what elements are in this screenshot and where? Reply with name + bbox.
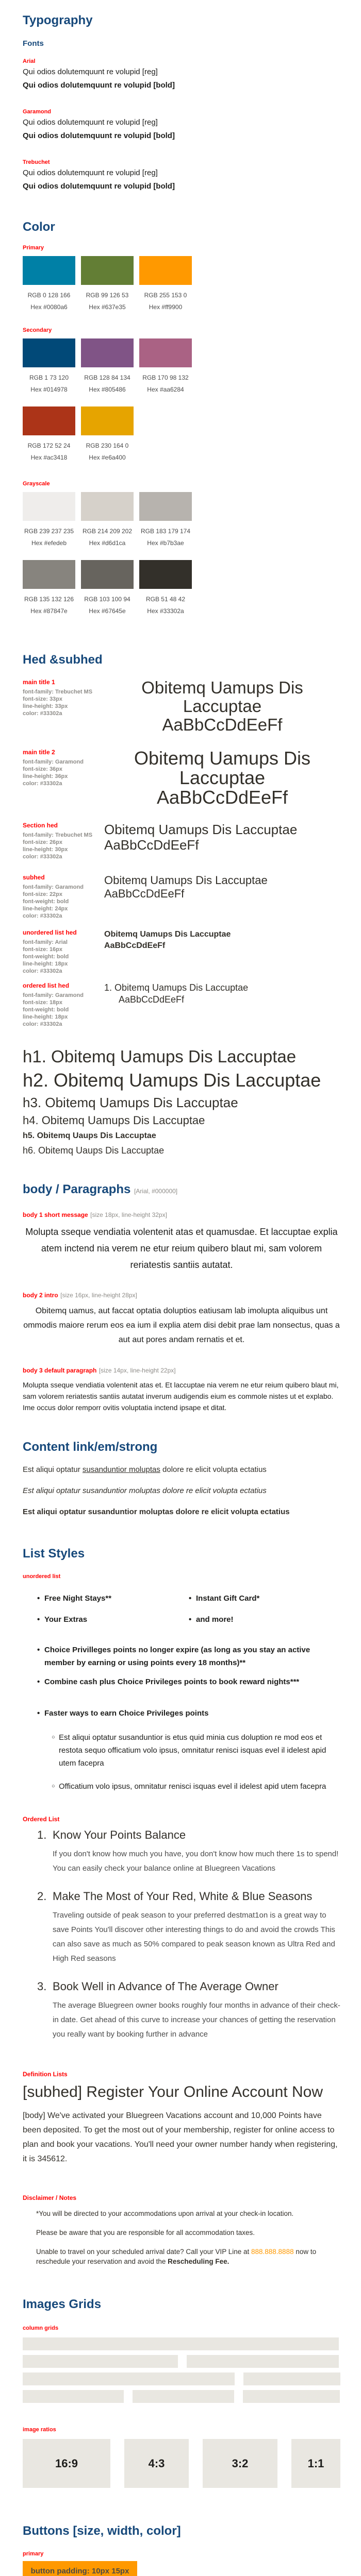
body3-paragraph: Molupta sseque vendiatia volentenit atas et. Et laccuptae nia verem ne etur reium quibero blaut mi, sam volorem reriatestis santiis autatat inverum audigendis eium es commole nistes ut et explabo. Ime occus dolor remporr ovitis voluptatia inctend ipsape et ditat. xyxy=(23,1381,339,1412)
sample-line-2: AaBbCcDdEeFf xyxy=(119,994,185,1005)
color-swatch xyxy=(23,406,75,435)
swatch-cell xyxy=(81,560,134,615)
list-item-label: Officatium volo ipsus, omnitatur renisci isquas evel il idelest apid utem facepra xyxy=(59,1782,326,1791)
body2-label xyxy=(23,1291,340,1300)
spec-line: color: #33302a xyxy=(23,1021,62,1027)
spec-lines xyxy=(23,939,104,975)
color-swatch xyxy=(81,492,134,521)
spec-label: main title 1 xyxy=(23,679,55,686)
ratio-label: 1:1 xyxy=(307,2456,324,2470)
hex-label: Hex #aa6284 xyxy=(147,386,184,393)
ordered-item-2 xyxy=(37,1889,340,1966)
spec-label: main title 2 xyxy=(23,749,55,756)
hex-label: Hex #b7b3ae xyxy=(147,539,184,547)
bullet-icon: • xyxy=(189,1615,192,1624)
color-swatch xyxy=(139,560,192,589)
ratio-box-16-9 xyxy=(23,2439,110,2488)
rgb-label: RGB 103 100 94 xyxy=(84,596,130,603)
spec-line: line-height: 18px xyxy=(23,961,68,967)
rgb-label: RGB 214 209 202 xyxy=(82,528,133,535)
list-item xyxy=(37,1643,340,1669)
spec-label: Section hed xyxy=(23,822,58,829)
para-label-meta: [size 16px, line-height 28px] xyxy=(60,1292,137,1299)
swatch-cell xyxy=(23,492,75,547)
ordered-item-title xyxy=(37,1979,340,1994)
grid-row-4 xyxy=(23,2390,340,2403)
column-grid-placeholders xyxy=(23,2337,340,2403)
swatch-cell xyxy=(139,338,192,393)
body-paragraphs-title xyxy=(23,1182,340,1197)
note3-mid: now to reschedule your reservation and avoid the xyxy=(36,2248,317,2265)
typography-title: Typography xyxy=(23,13,93,27)
swatch-cell xyxy=(139,560,192,615)
grid-bar-placeholder xyxy=(23,2372,235,2385)
spec-line: font-weight: bold xyxy=(23,954,69,960)
primary-swatch-row xyxy=(23,256,340,311)
rgb-label: RGB 128 84 134 xyxy=(84,374,130,381)
spec-lines xyxy=(23,832,104,860)
sample-line-2: AaBbCcDdEeFf xyxy=(104,887,185,900)
sample-line-1: Obitemq Uamups Dis Laccuptae xyxy=(134,748,311,788)
content-link[interactable]: susanduntior moluptas xyxy=(82,1465,160,1474)
rgb-label: RGB 239 237 235 xyxy=(24,528,74,535)
h3-sample: h3. Obitemq Uamups Dis Laccuptae xyxy=(23,1095,238,1110)
ordered-item-3 xyxy=(37,1979,340,2042)
hex-label: Hex #014978 xyxy=(30,386,68,393)
spec-line: color: #33302a xyxy=(23,968,62,974)
hex-label: Hex #637e35 xyxy=(89,303,126,311)
color-swatch xyxy=(23,492,75,521)
para-label-meta: [size 14px, line-height 22px] xyxy=(99,1367,176,1374)
images-grids-title: Images Grids xyxy=(23,2297,102,2311)
content-link-line xyxy=(23,1464,340,1476)
spec-sample xyxy=(104,822,340,860)
bullet-icon: • xyxy=(189,1594,192,1603)
body-title-text: body / Paragraphs xyxy=(23,1182,131,1196)
hex-label: Hex #ff9900 xyxy=(149,303,183,311)
sample-line-1: 1. Obitemq Uamups Dis Laccuptae xyxy=(104,982,249,993)
body2-paragraph: Obitemq uamus, aut faccat optatia doluptios eatiusam lab imolupta aliquibus unt ommodis maiore rerum eos ea ium il explia atem disi debit prae lam nonsectus, quas a aut aut pores andam rernatis et et. xyxy=(23,1307,340,1344)
spec-line: line-height: 24px xyxy=(23,906,68,912)
primary-palette-label: Primary xyxy=(23,245,44,251)
circle-bullet-icon: ○ xyxy=(52,1734,55,1740)
font-sample-trebuchet xyxy=(23,159,340,192)
swatch-cell xyxy=(81,338,134,393)
rgb-label: RGB 51 48 42 xyxy=(145,596,186,603)
sample-line-2: AaBbCcDdEeFf xyxy=(162,715,283,734)
sample-line-1: Obitemq Uamups Dis Laccuptae xyxy=(104,874,268,887)
spec-line: font-weight: bold xyxy=(23,899,69,905)
para-label-text: body 1 short message xyxy=(23,1211,88,1218)
secondary-swatch-row-1 xyxy=(23,338,340,393)
font-sample-bold: Qui odios dolutemquunt re volupid [bold] xyxy=(23,131,175,140)
bullet-icon: • xyxy=(37,1709,40,1718)
hex-label: Hex #87847e xyxy=(30,607,68,615)
body1-paragraph: Molupta sseque vendiatia volentenit atas et quamusdae. Et laccuptae explia atem inctend nia verem ne etur reium quibero blaut mi, sam volorem reriatestis santiis autatat. xyxy=(25,1227,338,1270)
para-label-text: body 3 default paragraph xyxy=(23,1367,97,1374)
ordered-item-title-text: Know Your Points Balance xyxy=(53,1828,186,1841)
list-item-label: Combine cash plus Choice Privileges points to book reward nights*** xyxy=(44,1677,300,1686)
hed-subhed-title: Hed &subhed xyxy=(23,653,103,667)
definition-lists-label: Definition Lists xyxy=(23,2071,68,2078)
spec-line: font-family: Arial xyxy=(23,939,68,945)
ordered-item-body: The average Bluegreen owner books roughly four months in advance of their check-in date. Get ahead of this curve to increase your chances of getting the reservation you really want by booking further in advance xyxy=(53,2001,340,2039)
primary-button[interactable]: button padding: 10px 15px xyxy=(23,2561,137,2576)
ordered-item-number: 3. xyxy=(37,1980,47,1993)
ordered-item-body: Traveling outside of peak season to your preferred destmat1on is a great way to save Points You'll discover other interesting things to do and avoid the crowds This can also save as much as 50% compared to peak season known as Ultra Red and High Red seasons xyxy=(53,1911,335,1963)
spec-sample xyxy=(104,749,340,807)
ratio-label: 4:3 xyxy=(148,2456,165,2470)
bullet-column-right xyxy=(189,1584,340,1626)
ordered-item-number: 1. xyxy=(37,1828,47,1841)
rgb-label: RGB 135 132 126 xyxy=(24,596,74,603)
grayscale-palette-label: Grayscale xyxy=(23,481,50,487)
hex-label: Hex #805486 xyxy=(89,386,126,393)
heading-samples xyxy=(23,1045,340,1158)
list-item xyxy=(37,1592,189,1605)
ordered-item-body: If you don't know how much you have, you don't know how much there 1s to spend! You can easily check your balance online at Bluegreen Vacations xyxy=(53,1850,339,1873)
swatch-cell xyxy=(81,406,134,461)
font-label: Garamond xyxy=(23,109,52,115)
link-after: dolore re elicit volupta ectatius xyxy=(160,1465,267,1474)
sub-list-item xyxy=(52,1731,340,1770)
spec-sample xyxy=(104,929,340,975)
body3-label xyxy=(23,1366,340,1375)
grid-bar-placeholder xyxy=(23,2355,178,2368)
rgb-label: RGB 0 128 166 xyxy=(27,292,71,299)
spec-line: font-weight: bold xyxy=(23,1007,69,1013)
swatch-cell xyxy=(23,256,75,311)
spec-line: line-height: 33px xyxy=(23,703,68,709)
note3-before: Unable to travel on your scheduled arrival date? Call your VIP Line at xyxy=(36,2248,251,2256)
sample-line-1: Obitemq Uamups Dis Laccuptae xyxy=(104,822,298,837)
color-swatch xyxy=(139,256,192,285)
ordered-item-1 xyxy=(37,1828,340,1876)
swatch-cell xyxy=(23,406,75,461)
grayscale-swatch-row-1 xyxy=(23,492,340,547)
ratio-box-3-2 xyxy=(203,2439,277,2488)
spec-line: font-size: 16px xyxy=(23,946,63,953)
grid-row-3 xyxy=(23,2372,340,2385)
sample-line-2: AaBbCcDdEeFf xyxy=(104,837,199,853)
spec-line: font-size: 33px xyxy=(23,696,63,702)
list-styles-title: List Styles xyxy=(23,1547,85,1561)
color-swatch xyxy=(23,256,75,285)
ratio-box-1-1 xyxy=(291,2439,340,2488)
list-item xyxy=(37,1613,189,1626)
bullet-column-left xyxy=(37,1584,189,1626)
h6-sample: h6. Obitemq Uaups Dis Laccuptae xyxy=(23,1145,165,1156)
h5-sample: h5. Obitemq Uaups Dis Laccuptae xyxy=(23,1131,156,1140)
hex-label: Hex #e6a400 xyxy=(89,454,126,461)
ordered-item-title xyxy=(37,1889,340,1904)
color-swatch xyxy=(139,338,192,367)
spec-line: font-family: Trebuchet MS xyxy=(23,832,93,838)
buttons-title: Buttons [size, width, color] xyxy=(23,2524,181,2538)
color-swatch xyxy=(81,338,134,367)
hex-label: Hex #33302a xyxy=(147,607,184,615)
grid-row-2 xyxy=(23,2355,340,2368)
two-column-bullet-list xyxy=(23,1584,340,1626)
spec-line: color: #33302a xyxy=(23,854,62,860)
list-item xyxy=(37,1675,340,1688)
rgb-label: RGB 183 179 174 xyxy=(140,528,191,535)
grid-bar-placeholder xyxy=(243,2390,340,2403)
circle-bullet-icon: ○ xyxy=(52,1783,55,1789)
disclaimer-note-3 xyxy=(36,2247,340,2266)
grayscale-swatch-row-2 xyxy=(23,560,340,615)
swatch-cell xyxy=(23,338,75,393)
grid-row-1 xyxy=(23,2337,340,2350)
list-item-label: Your Extras xyxy=(44,1615,88,1624)
spec-sample xyxy=(104,679,340,734)
h4-sample: h4. Obitemq Uamups Dis Laccuptae xyxy=(23,1114,205,1127)
rgb-label: RGB 170 98 132 xyxy=(142,374,189,381)
spec-line: font-size: 18px xyxy=(23,999,63,1006)
spec-line: font-family: Garamond xyxy=(23,759,84,765)
list-item xyxy=(189,1613,340,1626)
grid-bar-placeholder xyxy=(133,2390,234,2403)
color-swatch xyxy=(23,560,75,589)
content-strong-line: Est aliqui optatur susanduntior moluptas dolore re elicit volupta ectatius xyxy=(23,1507,290,1516)
ordered-item-number: 2. xyxy=(37,1890,47,1903)
sub-list-item xyxy=(52,1780,340,1793)
definition-body: [body] We've activated your Bluegreen Vacations account and 10,000 Points have been deposited. To get the most out of your membership, register for online access to plan and book your vacations. You'll need your owner number handy when registering, it is 345612. xyxy=(23,2111,338,2163)
ratio-label: 3:2 xyxy=(232,2456,249,2470)
primary-buttons-label: primary xyxy=(23,2551,44,2557)
rgb-label: RGB 172 52 24 xyxy=(27,442,71,449)
image-ratios-label: image ratios xyxy=(23,2427,56,2433)
link-before: Est aliqui optatur xyxy=(23,1465,83,1474)
color-swatch xyxy=(81,560,134,589)
spec-line: color: #33302a xyxy=(23,781,62,787)
ratio-label: 16:9 xyxy=(55,2456,78,2470)
font-sample-reg: Qui odios dolutemquunt re volupid [reg] xyxy=(23,67,158,76)
swatch-cell xyxy=(23,560,75,615)
para-label-meta: [size 18px, line-height 32px] xyxy=(90,1211,167,1218)
swatch-cell xyxy=(81,256,134,311)
list-item xyxy=(189,1592,340,1605)
sample-line-1: Obitemq Uamups Dis Laccuptae xyxy=(141,678,303,716)
note3-bold: Rescheduling Fee. xyxy=(168,2258,229,2265)
rgb-label: RGB 230 164 0 xyxy=(86,442,129,449)
swatch-cell xyxy=(139,492,192,547)
content-title: Content link/em/strong xyxy=(23,1440,158,1454)
spec-line: font-family: Trebuchet MS xyxy=(23,689,93,695)
color-swatch xyxy=(23,338,75,367)
spec-line: font-size: 26px xyxy=(23,839,63,845)
sample-line-2: AaBbCcDdEeFf xyxy=(104,941,166,950)
spec-line: font-family: Garamond xyxy=(23,992,84,998)
content-em-line: Est aliqui optatur susanduntior moluptas dolore re elicit volupta ectatius xyxy=(23,1486,267,1495)
unordered-list-label: unordered list xyxy=(23,1573,61,1580)
spec-row-main-title-1 xyxy=(23,679,340,734)
color-swatch xyxy=(139,492,192,521)
spec-line: font-family: Garamond xyxy=(23,884,84,890)
spec-label: unordered list hed xyxy=(23,929,77,936)
font-sample-garamond xyxy=(23,109,340,142)
swatch-cell xyxy=(139,256,192,311)
font-sample-reg: Qui odios dolutemquunt re volupid [reg] xyxy=(23,168,158,177)
column-grids-label: column grids xyxy=(23,2325,59,2331)
spec-label: ordered list hed xyxy=(23,982,70,989)
spec-line: line-height: 18px xyxy=(23,1014,68,1020)
spec-row-unordered-list-hed xyxy=(23,929,340,975)
spec-line: font-size: 36px xyxy=(23,766,63,772)
rgb-label: RGB 99 126 53 xyxy=(86,292,129,299)
spec-line: color: #33302a xyxy=(23,913,62,919)
spec-row-ordered-list-hed xyxy=(23,982,340,1028)
list-item-label: Choice Privilleges points no longer expire (as long as you stay an active member by earning or using points every 18 months)** xyxy=(44,1646,310,1667)
image-ratio-placeholders xyxy=(23,2439,340,2488)
ordered-item-title-text: Make The Most of Your Red, White & Blue Seasons xyxy=(53,1890,313,1903)
body1-label xyxy=(23,1210,340,1219)
font-sample-bold: Qui odios dolutemquunt re volupid [bold] xyxy=(23,81,175,90)
spec-line: font-size: 22px xyxy=(23,891,63,897)
list-item-label: Faster ways to earn Choice Privileges points xyxy=(44,1709,209,1718)
ordered-item-title-text: Book Well in Advance of The Average Owner xyxy=(53,1980,278,1993)
hex-label: Hex #67645e xyxy=(89,607,126,615)
list-item-label: Free Night Stays** xyxy=(44,1594,112,1603)
spec-lines xyxy=(23,992,104,1028)
hex-label: Hex #ac3418 xyxy=(30,454,68,461)
disclaimer-note-1: *You will be directed to your accommodations upon arrival at your check-in location. xyxy=(36,2210,294,2217)
bullet-icon: • xyxy=(37,1594,40,1603)
ratio-box-4-3 xyxy=(124,2439,189,2488)
secondary-palette-label: Secondary xyxy=(23,327,52,333)
secondary-swatch-row-2 xyxy=(23,406,340,461)
spec-sample xyxy=(104,982,340,1028)
grid-bar-placeholder xyxy=(23,2390,124,2403)
color-title: Color xyxy=(23,220,55,234)
spec-row-section-hed xyxy=(23,822,340,860)
spec-row-subhed xyxy=(23,874,340,920)
ordered-list-label: Ordered List xyxy=(23,1816,60,1823)
hex-label: Hex #d6d1ca xyxy=(89,539,126,547)
spec-lines xyxy=(23,758,104,787)
rgb-label: RGB 255 153 0 xyxy=(144,292,187,299)
spec-row-main-title-2 xyxy=(23,749,340,807)
spec-line: line-height: 36px xyxy=(23,773,68,779)
disclaimer-note-2: Please be aware that you are responsible for all accommodation taxes. xyxy=(36,2229,255,2236)
sample-line-1: Obitemq Uamups Dis Laccuptae xyxy=(104,930,231,939)
font-sample-reg: Qui odios dolutemquunt re volupid [reg] xyxy=(23,118,158,127)
list-item-label: and more! xyxy=(196,1615,234,1624)
color-swatch xyxy=(81,406,134,435)
grid-bar-placeholder xyxy=(23,2337,339,2350)
list-item-label: Est aliqui optatur susanduntior is etus quid minia cus doluption re mod eos et restota sequo officatium volo ipsus, omnitatur renisci isquas evel il idelest apid utem facepra xyxy=(59,1733,326,1768)
hex-label: Hex #0080a6 xyxy=(30,303,68,311)
grid-bar-placeholder xyxy=(187,2355,339,2368)
font-sample-bold: Qui odios dolutemquunt re volupid [bold] xyxy=(23,182,175,191)
disclaimer-label: Disclaimer / Notes xyxy=(23,2194,77,2201)
bullet-icon: • xyxy=(37,1615,40,1624)
swatch-cell xyxy=(81,492,134,547)
h1-sample: h1. Obitemq Uamups Dis Laccuptae xyxy=(23,1047,297,1066)
body-title-meta: [Arial, #000000] xyxy=(134,1188,178,1195)
h2-sample: h2. Obitemq Uamups Dis Laccuptae xyxy=(23,1070,321,1091)
hex-label: Hex #efedeb xyxy=(31,539,67,547)
grid-bar-placeholder xyxy=(243,2372,340,2385)
bullet-icon: • xyxy=(37,1677,40,1686)
font-label: Trebuchet xyxy=(23,159,50,165)
fonts-subtitle: Fonts xyxy=(23,39,44,48)
spec-label: subhed xyxy=(23,874,45,881)
spec-sample xyxy=(104,874,340,920)
font-label: Arial xyxy=(23,58,36,64)
ordered-item-title xyxy=(37,1828,340,1842)
para-label-text: body 2 intro xyxy=(23,1292,58,1299)
spec-line: line-height: 30px xyxy=(23,846,68,853)
bullet-icon: • xyxy=(37,1646,40,1654)
spec-lines xyxy=(23,884,104,920)
list-item xyxy=(37,1707,340,1720)
spec-line: color: #33302a xyxy=(23,710,62,717)
definition-subhed: [subhed] Register Your Online Account Now xyxy=(23,2083,323,2100)
font-sample-arial xyxy=(23,58,340,91)
spec-lines xyxy=(23,688,104,717)
sample-line-2: AaBbCcDdEeFf xyxy=(156,787,288,808)
color-swatch xyxy=(81,256,134,285)
vip-phone-link[interactable]: 888.888.8888 xyxy=(251,2248,294,2256)
list-item-label: Instant Gift Card* xyxy=(196,1594,260,1603)
rgb-label: RGB 1 73 120 xyxy=(29,374,69,381)
